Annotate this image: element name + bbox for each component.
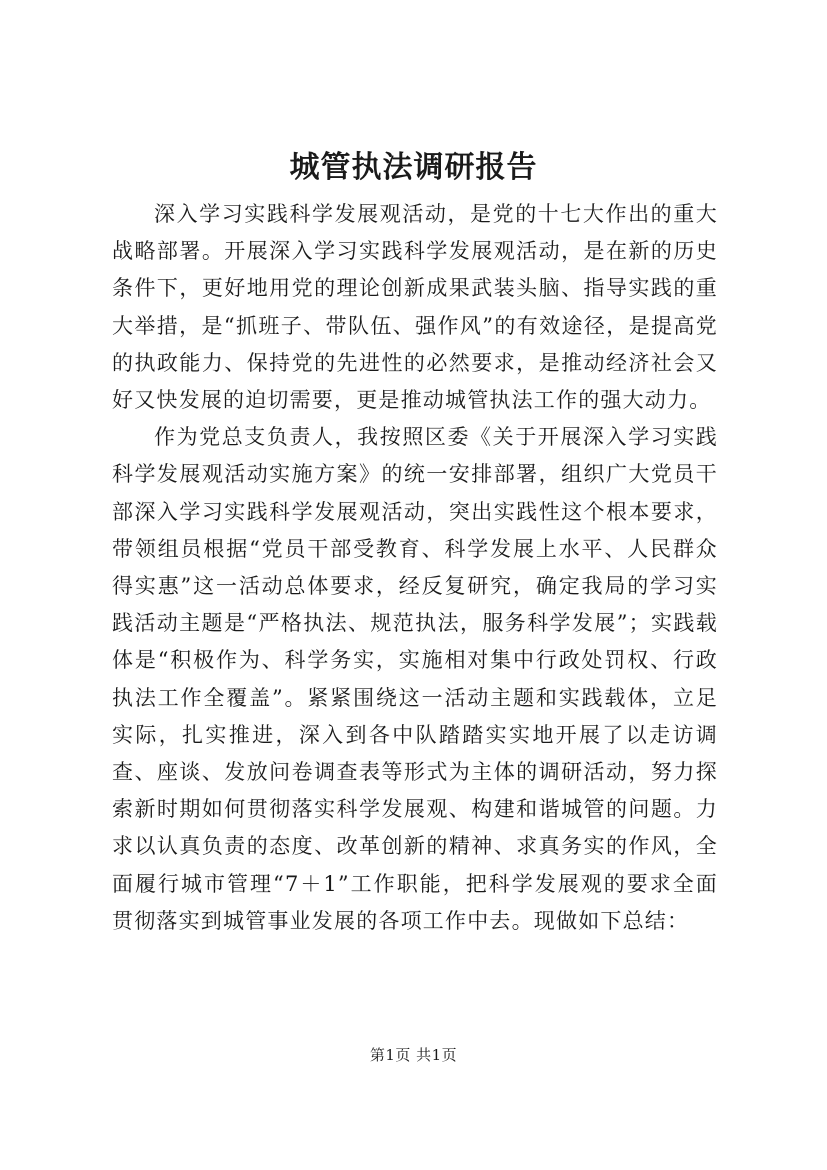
paragraph-2: 作为党总支负责人，我按照区委《关于开展深入学习实践科学发展观活动实施方案》的统一安排部署，组织广大党员干部深入学习实践科学发展观活动，突出实践性这个根本要求，带领组员根据“党员干部受教育、科学发展上水平、人民群众得实惠”这一活动总体要求，经反复研究，确定我局的学习实践活动主题是“严格执法、规范执法，服务科学发展”；实践载体是“积极作为、科学务实，实施相对集中行政处罚权、行政执法工作全覆盖”。紧紧围绕这一活动主题和实践载体，立足实际，扎实推进，深入到各中队踏踏实实地开展了以走访调查、座谈、发放问卷调查表等形式为主体的调研活动，努力探索新时期如何贯彻落实科学发展观、构建和谐城管的问题。力求以认真负责的态度、改革创新的精神、求真务实的作风，全面履行城市管理“7＋1”工作职能，把科学发展观的要求全面贯彻落实到城管事业发展的各项工作中去。现做如下总结： — [112, 425, 718, 933]
document-title: 城管执法调研报告 — [289, 150, 538, 185]
paragraph-1: 深入学习实践科学发展观活动，是党的十七大作出的重大战略部署。开展深入学习实践科学发展观活动，是在新的历史条件下，更好地用党的理论创新成果武装头脑、指导实践的重大举措，是“抓班子、带队伍、强作风”的有效途径，是提高党的执政能力、保持党的先进性的必然要求，是推动经济社会又好又快发展的迫切需要，更是推动城管执法工作的强大动力。 — [112, 202, 718, 413]
document-body — [112, 196, 718, 940]
page-footer: 第1页 共1页 — [369, 1046, 458, 1064]
